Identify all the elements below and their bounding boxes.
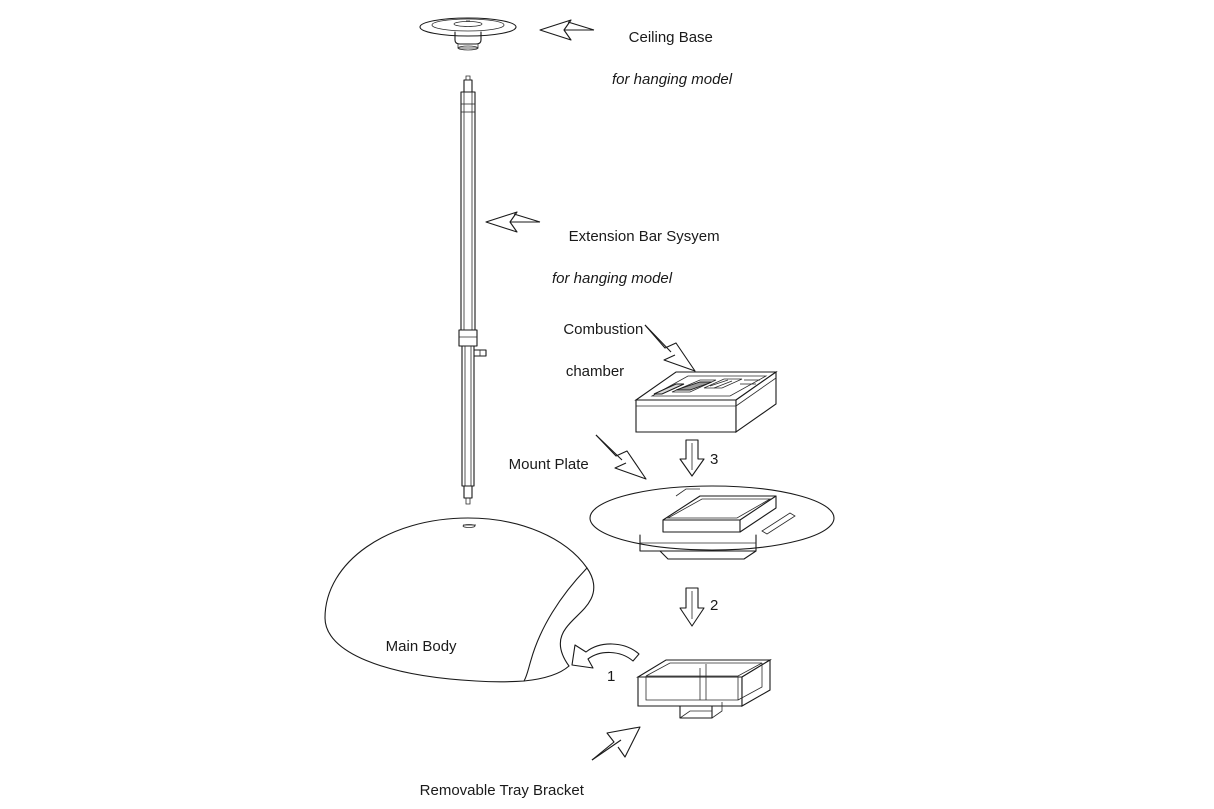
callout-arrow-ceiling-base [540, 20, 594, 40]
step-arrow-3 [680, 440, 704, 476]
mount-plate-part [590, 486, 834, 559]
callout-arrow-extension-bar [486, 212, 540, 232]
label-ceiling-base [612, 6, 732, 132]
step-number-3: 3 [710, 451, 719, 468]
label-ceiling-base-title: Ceiling Base [628, 29, 713, 46]
label-main-body [369, 615, 457, 678]
step-number-2: 2 [710, 597, 719, 614]
label-combustion-chamber-title: Combustion [563, 321, 644, 338]
extension-bar-part [459, 76, 486, 504]
label-extension-bar-sub: for hanging model [552, 270, 673, 287]
label-removable-tray-bracket-title: Removable Tray Bracket [419, 782, 584, 799]
removable-tray-bracket-part [638, 660, 770, 718]
label-mount-plate-title: Mount Plate [508, 456, 589, 473]
label-main-body-title: Main Body [385, 638, 457, 655]
main-body-part [325, 518, 594, 682]
step-arrow-1 [572, 644, 639, 668]
label-ceiling-base-sub: for hanging model [612, 71, 733, 88]
label-extension-bar-title: Extension Bar Sysyem [568, 228, 720, 245]
ceiling-base-part [420, 18, 516, 50]
callout-arrow-mount-plate [596, 435, 646, 479]
callout-arrow-removable-tray-bracket [592, 727, 640, 760]
label-removable-tray-bracket [403, 759, 584, 809]
label-combustion-chamber-sub: chamber [565, 363, 625, 380]
label-mount-plate [492, 433, 589, 496]
step-arrow-2 [680, 588, 704, 626]
label-combustion-chamber [520, 298, 670, 424]
step-number-1: 1 [607, 668, 616, 685]
